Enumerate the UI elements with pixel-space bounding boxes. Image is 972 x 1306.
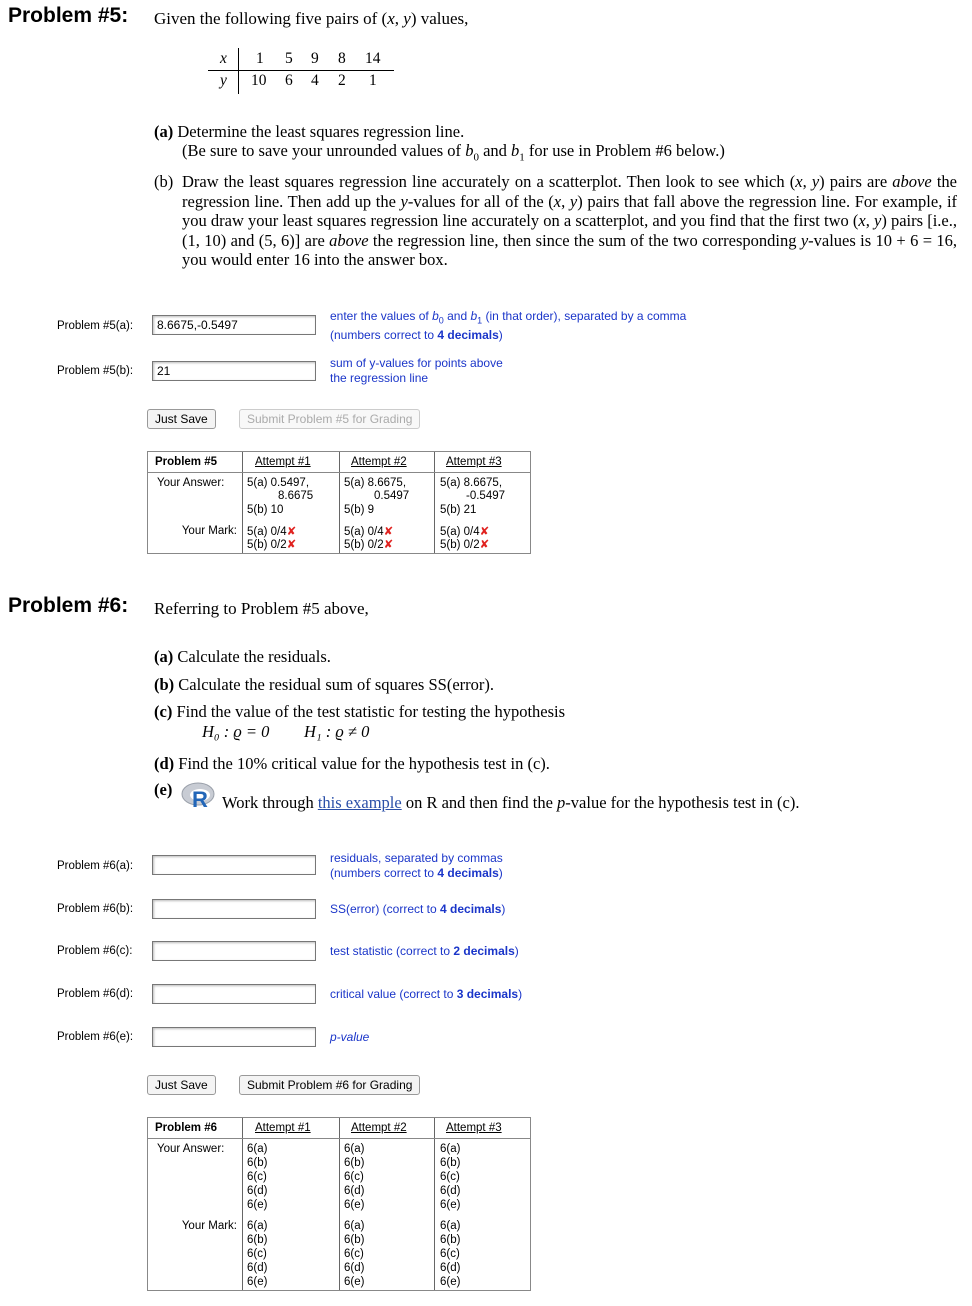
attempt-3-marks: 6(a) 6(b) 6(c) 6(d) 6(e) (440, 1220, 461, 1288)
problem-5-attempts-table (147, 451, 531, 554)
svg-text:R: R (192, 787, 208, 812)
attempt-3-mark: 5(a) 0/4✘ (440, 526, 490, 538)
attempt-2-link[interactable]: Attempt #2 (351, 1122, 407, 1134)
attempt-2-answers: 6(a) 6(b) 6(c) 6(d) 6(e) (344, 1143, 365, 1211)
attempt-2-answer: 0.5497 (374, 490, 410, 502)
just-save-button-6[interactable]: Just Save (147, 1075, 216, 1095)
problem-6b-label: Problem #6(b): (57, 903, 134, 915)
problem-6-intro: Referring to Problem #5 above, (154, 599, 369, 618)
attempt-1-link[interactable]: Attempt #1 (255, 456, 311, 468)
problem-6-part-a: (a) Calculate the residuals. (154, 647, 331, 666)
problem-6d-label: Problem #6(d): (57, 988, 134, 1000)
problem-6d-hint: critical value (correct to 3 decimals) (330, 987, 523, 1001)
your-mark-label: Your Mark: (181, 1220, 237, 1232)
attempt-1-mark: 5(b) 0/2✘ (247, 539, 297, 551)
problem-5a-hint: enter the values of $b_0$ and $b_1$ (in that order), separated by a comma (numbers correct to 4 decimals) (330, 309, 687, 343)
attempt-3-answer: 5(b) 21 (440, 504, 477, 516)
y-value: 2 (338, 72, 346, 89)
wrong-icon: ✘ (286, 539, 297, 551)
problem-6a-hint: residuals, separated by commas (numbers correct to 4 decimals) (330, 851, 503, 880)
problem-6c-input[interactable] (152, 941, 316, 961)
problem-6-title: Problem #6: (8, 594, 129, 617)
submit-problem-5-button[interactable]: Submit Problem #5 for Grading (239, 409, 420, 429)
problem-6e-label: Problem #6(e): (57, 1031, 134, 1043)
problem-6-part-d: (d) Find the 10% critical value for the hypothesis test in (c). (154, 754, 550, 773)
r-logo-icon (181, 780, 219, 812)
problem-5-part-b-label: (b) (154, 172, 174, 191)
xy-table (208, 48, 394, 96)
problem-6e-input[interactable] (152, 1027, 316, 1047)
problem-5-title: Problem #5: (8, 4, 129, 27)
attempt-3-answer: 5(a) 8.6675, (440, 477, 503, 489)
x-value: 14 (365, 50, 381, 67)
x-value: 9 (311, 50, 319, 67)
wrong-icon: ✘ (286, 526, 297, 538)
problem-6e-hint: p-value (330, 1030, 370, 1044)
problem-6d-input[interactable] (152, 984, 316, 1004)
submit-problem-6-button[interactable]: Submit Problem #6 for Grading (239, 1075, 420, 1095)
problem-5b-hint: sum of y-values for points above the regression line (330, 356, 503, 385)
this-example-link[interactable]: this example (317, 793, 402, 812)
y-value: 10 (251, 72, 267, 89)
x-value: 1 (256, 50, 264, 67)
y-value: 6 (285, 72, 293, 89)
problem-6c-hint: test statistic (correct to 2 decimals) (330, 944, 519, 958)
attempt-2-mark: 5(b) 0/2✘ (344, 539, 394, 551)
problem-5-part-a-note: (Be sure to save your unrounded values of $b_0$ and $b_1$ for use in Problem #6 below.) (182, 141, 725, 164)
problem-6b-hint: SS(error) (correct to 4 decimals) (330, 902, 506, 916)
problem-5b-input[interactable] (152, 361, 316, 381)
problem-5b-label: Problem #5(b): (57, 365, 134, 377)
problem-5a-label: Problem #5(a): (57, 320, 134, 332)
x-label: x (220, 50, 227, 67)
attempt-1-answer: 5(b) 10 (247, 504, 284, 516)
attempt-3-mark: 5(b) 0/2✘ (440, 539, 490, 551)
attempt-3-answers: 6(a) 6(b) 6(c) 6(d) 6(e) (440, 1143, 461, 1211)
attempt-1-link[interactable]: Attempt #1 (255, 1122, 311, 1134)
problem-5-part-b-text: Draw the least squares regression line accurately on a scatterplot. Then look to see which (x, y) pairs are above the regression line. Then add up the y-values for all of the (x, y) pairs that fall above the regression line. For example, if you draw your least squares regression line accurately on a scatterplot, and you find that the first two (x, y) pairs [i.e., (1, 10) and (5, 6)] are above the regression line, then since the sum of the two corresponding y-values is 10 + 6 = 16, you would enter 16 into the answer box. (182, 172, 958, 269)
problem-6a-input[interactable] (152, 855, 316, 875)
problem-6a-label: Problem #6(a): (57, 860, 134, 872)
attempt-1-answers: 6(a) 6(b) 6(c) 6(d) 6(e) (247, 1143, 268, 1211)
problem-6c-label: Problem #6(c): (57, 945, 133, 957)
attempt-2-answer: 5(b) 9 (344, 504, 375, 516)
attempt-1-marks: 6(a) 6(b) 6(c) 6(d) 6(e) (247, 1220, 268, 1288)
problem-6-part-b: (b) Calculate the residual sum of squares SS(error). (154, 675, 494, 694)
attempt-2-answer: 5(a) 8.6675, (344, 477, 407, 489)
attempt-1-mark: 5(a) 0/4✘ (247, 526, 297, 538)
attempt-2-mark: 5(a) 0/4✘ (344, 526, 394, 538)
problem-5-intro: Given the following five pairs of (x, y) values, (154, 9, 469, 28)
y-value: 4 (311, 72, 319, 89)
attempt-3-link[interactable]: Attempt #3 (446, 456, 502, 468)
problem-6-part-c: (c) Find the value of the test statistic for testing the hypothesis (154, 702, 566, 721)
wrong-icon: ✘ (479, 526, 490, 538)
y-value: 1 (369, 72, 377, 89)
attempt-2-marks: 6(a) 6(b) 6(c) 6(d) 6(e) (344, 1220, 365, 1288)
wrong-icon: ✘ (383, 526, 394, 538)
attempt-2-link[interactable]: Attempt #2 (351, 456, 407, 468)
problem-6-attempts-table (147, 1117, 531, 1291)
wrong-icon: ✘ (383, 539, 394, 551)
hypothesis-h0: H₀ : ϱ = 0 (202, 722, 270, 741)
problem-5a-input[interactable] (152, 315, 316, 335)
y-label: y (220, 72, 227, 89)
just-save-button-5[interactable]: Just Save (147, 409, 216, 429)
wrong-icon: ✘ (479, 539, 490, 551)
your-answer-label: Your Answer: (157, 477, 225, 489)
your-answer-label: Your Answer: (157, 1143, 225, 1155)
problem-5-part-a: (a) Determine the least squares regression line. (154, 122, 465, 141)
x-value: 5 (285, 50, 293, 67)
x-value: 8 (338, 50, 346, 67)
problem-6-part-e-text: Work through this example on R and then find the p-value for the hypothesis test in (c). (222, 793, 800, 812)
your-mark-label: Your Mark: (181, 525, 237, 537)
problem-6b-input[interactable] (152, 899, 316, 919)
attempt-1-answer: 8.6675 (278, 490, 314, 502)
attempts-header: Problem #5 (155, 456, 217, 468)
hypothesis-h1: H₁ : ϱ ≠ 0 (304, 722, 370, 741)
attempt-3-link[interactable]: Attempt #3 (446, 1122, 502, 1134)
attempt-3-answer: -0.5497 (466, 490, 506, 502)
attempts-header: Problem #6 (155, 1122, 217, 1134)
problem-6-part-e-label: (e) (154, 780, 173, 799)
attempt-1-answer: 5(a) 0.5497, (247, 477, 310, 489)
